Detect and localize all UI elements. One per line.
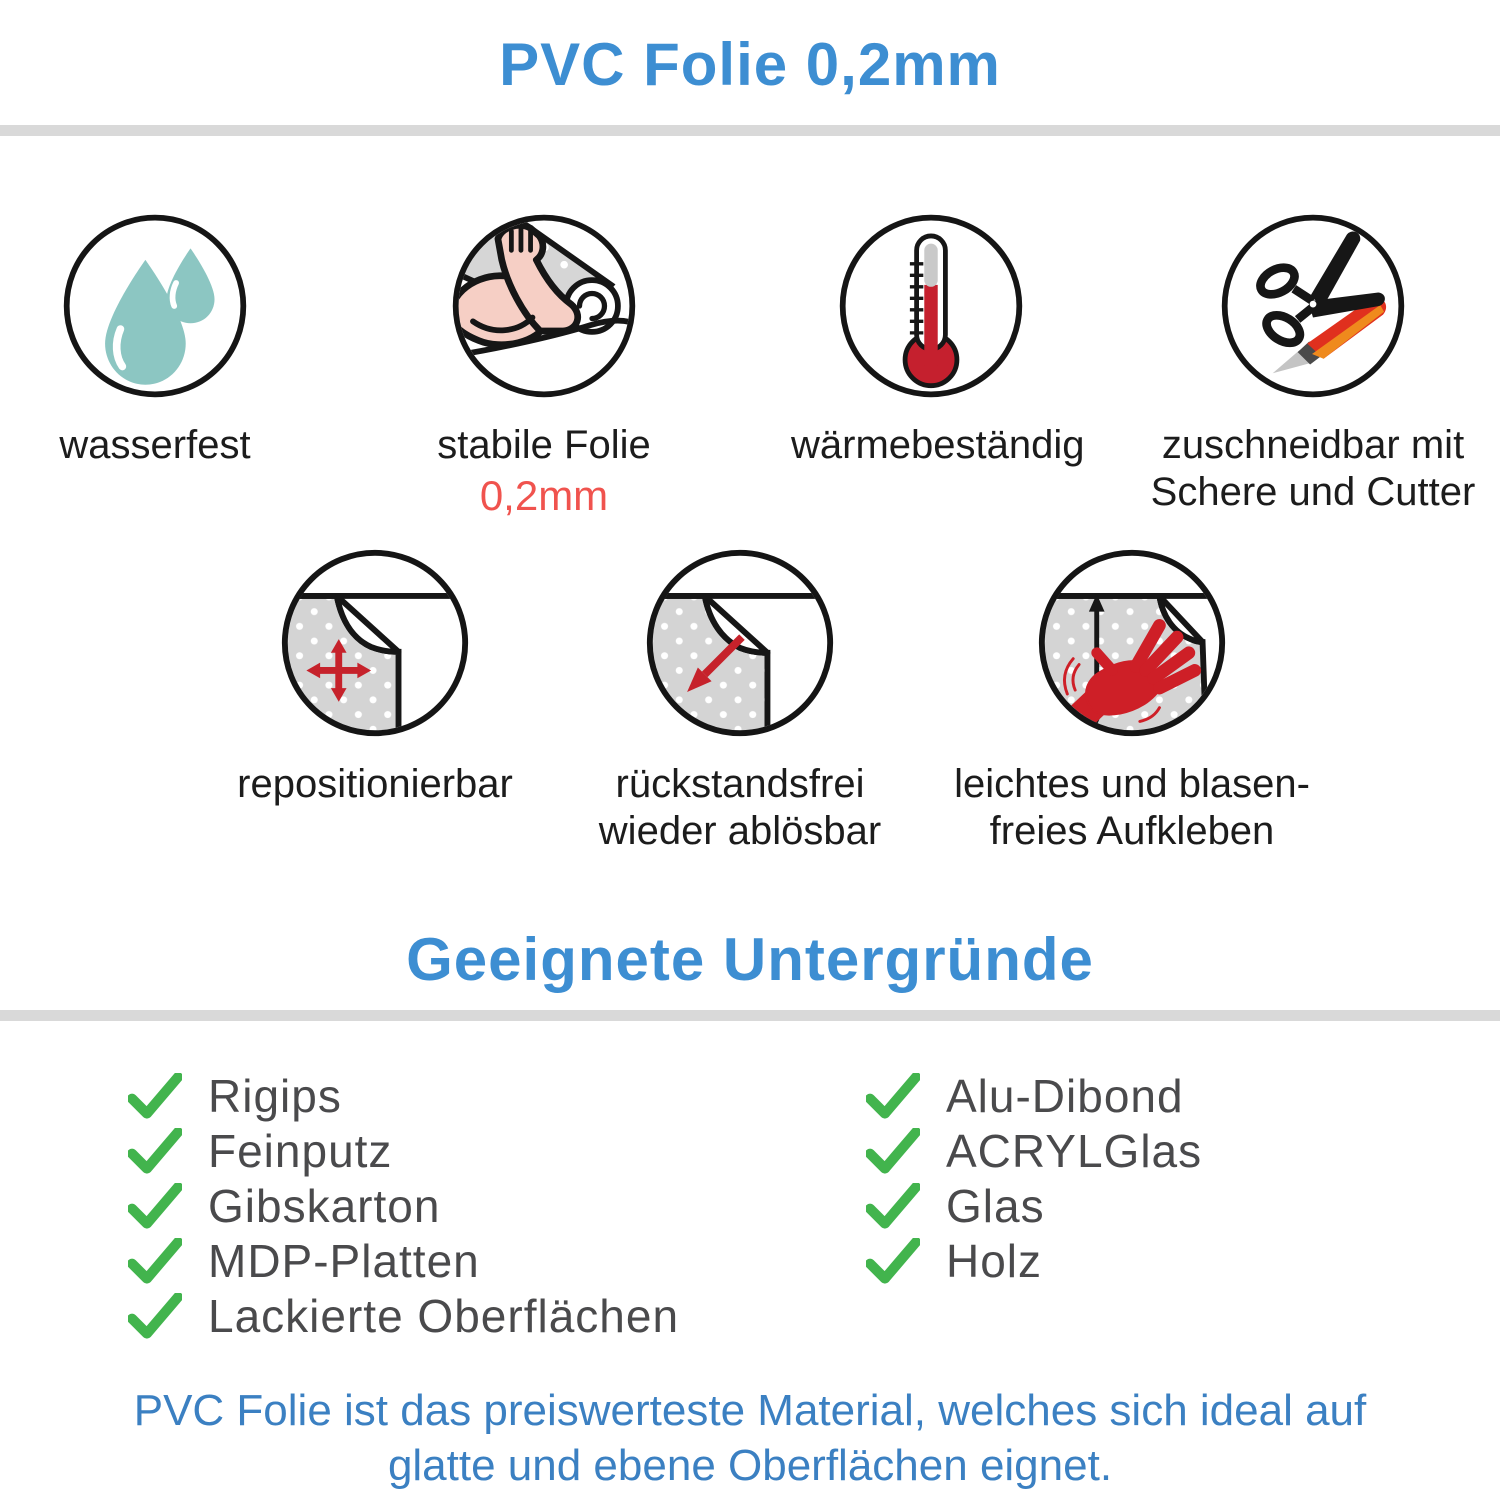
- section-title-untergruende: Geeignete Untergründe: [406, 926, 1094, 993]
- list-item: [866, 1123, 1202, 1178]
- substrate-label: Rigips: [208, 1069, 342, 1122]
- footer-note: [0, 1383, 1500, 1493]
- feature-label: wasserfest: [59, 423, 251, 467]
- feature-stabile-folie: [404, 210, 684, 519]
- substrate-list-left: [128, 1068, 679, 1343]
- feature-label: zuschneidbar mit Schere und Cutter: [1150, 423, 1476, 514]
- feature-note-thickness: 0,2mm: [479, 472, 609, 519]
- list-item: [128, 1068, 679, 1123]
- list-item: [128, 1233, 679, 1288]
- substrate-label: MDP-Platten: [208, 1234, 480, 1287]
- scissors-and-cutter-icon: [1217, 210, 1409, 402]
- substrate-label: Lackierte Oberflächen: [208, 1289, 680, 1342]
- substrate-label: Feinputz: [208, 1124, 393, 1177]
- list-item: [128, 1178, 679, 1233]
- feature-label: stabile Folie: [437, 423, 651, 467]
- divider: [0, 125, 1500, 136]
- feature-label: leichtes und blasen- freies Aufkleben: [954, 762, 1310, 853]
- feature-wasserfest: [15, 210, 295, 469]
- feature-label: wärmebeständig: [791, 423, 1085, 467]
- check-icon: [866, 1183, 920, 1229]
- list-item: [128, 1123, 679, 1178]
- list-item: [866, 1178, 1202, 1233]
- footer-line-2: glatte und ebene Oberflächen eignet.: [387, 1441, 1113, 1490]
- divider: [0, 1010, 1500, 1021]
- check-icon: [128, 1073, 182, 1119]
- substrate-list-right: [866, 1068, 1202, 1288]
- feature-rueckstandsfrei: [560, 545, 920, 855]
- check-icon: [128, 1183, 182, 1229]
- muscle-arm-foil-roll-icon: [448, 210, 640, 402]
- list-item: [128, 1288, 679, 1343]
- substrate-label: Glas: [946, 1179, 1045, 1232]
- substrate-label: Gibskarton: [208, 1179, 441, 1232]
- foil-peel-arrow-icon: [642, 545, 838, 741]
- hand-smoothing-foil-icon: [1034, 545, 1230, 741]
- feature-zuschneidbar: [1122, 210, 1500, 516]
- footer-line-1: PVC Folie ist das preiswerteste Material, welches sich ideal auf: [133, 1386, 1367, 1435]
- thermometer-icon: [835, 210, 1027, 402]
- check-icon: [128, 1238, 182, 1284]
- feature-blasenfrei: [948, 545, 1316, 855]
- page-title: PVC Folie 0,2mm: [499, 31, 1001, 98]
- check-icon: [866, 1128, 920, 1174]
- check-icon: [866, 1073, 920, 1119]
- water-drops-icon: [59, 210, 251, 402]
- feature-label: rückstandsfrei wieder ablösbar: [598, 762, 882, 853]
- list-item: [866, 1068, 1202, 1123]
- feature-waermebestaendig: [791, 210, 1085, 469]
- check-icon: [128, 1293, 182, 1339]
- check-icon: [866, 1238, 920, 1284]
- feature-label: repositionierbar: [237, 762, 513, 806]
- feature-repositionierbar: [195, 545, 555, 808]
- substrate-label: Holz: [946, 1234, 1043, 1287]
- substrate-label: Alu-Dibond: [946, 1069, 1184, 1122]
- substrate-label: ACRYLGlas: [946, 1124, 1203, 1177]
- list-item: [866, 1233, 1202, 1288]
- check-icon: [128, 1128, 182, 1174]
- foil-move-arrows-icon: [277, 545, 473, 741]
